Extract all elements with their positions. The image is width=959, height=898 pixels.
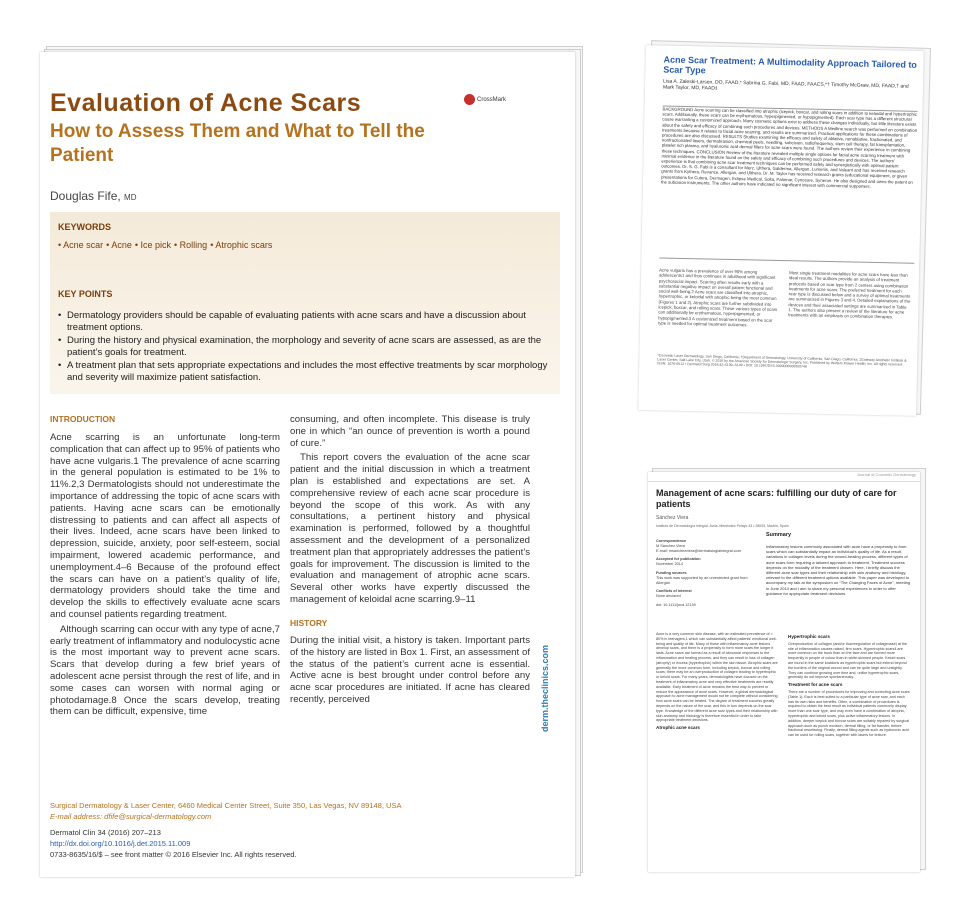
thumbnail-article-1[interactable] [638,45,924,416]
paragraph: Acne is a very common skin disease, with an estimated prevalence of > 80% in teenagers,1 which can substantially affect patients’ emotional well-being and quality of life. Many of those with inflammatory acne lesions develop scars, and there is a propensity to form more scars the longer it lasts. Acne scars are formed as a result of abnormal responses to the inflammation and healing process, and they can result in loss of collagen (atrophy) or excess (hypertrophic) within the skin tissue. Atrophic scars are generally the more common form, including icepick, boxcar and rolling scars; there may be an overproduction of collagen leading to hypertrophic or keloid scars. For many years, dermatologists have focused on the treatment of inflammatory acne and very effective treatments are readily available. Early treatment of acne remains the best way to prevent or reduce the appearance of acne scars. However, a global dermatological approach to acne management would not be complete without considering how acne scars can be treated. The degree of treatment success greatly depends on the nature of the scar, and this in turn depends on the scar type. Knowledge of the different acne scar types and their relationship with skin anatomy and histology is therefore essential in order to take appropriate treatment decisions. [656,632,778,723]
paragraph: This report covers the evaluation of the acne scar patient and the initial discussion in which a treatment plan is established and expectations are set. A comprehensive review of each acne scar procedure is beyond the scope of this work. As with any consultations, a pertinent history and physical examination is performed, followed by a thoughtful assessment and the development of a personalized treatment plan that appropriately addresses the patient’s goals for improvement. The discussion is limited to the evaluation and management of atrophic acne scars. Several other works have expertly discussed the management of keloidal acne scarring.9–11 [290,452,530,605]
author-name: Douglas Fife, [50,189,121,203]
article-footer [50,800,450,860]
meta-label: Accepted for publication [656,557,701,562]
key-point: • A treatment plan that sets appropriate expectations and includes the most effective treatments by scar morphology and severity will maximize patient satisfaction. [58,360,548,384]
article-metadata [656,535,756,608]
article-authors: Lisa A. Zaleski-Larsen, DO, FAAD,* Sabrina G. Fabi, MD, FAAD, FAACS,*† Timothy McGraw, MD, FAAD,† and Mark Taylor, MD, FAAD‡ [662,78,909,92]
section-heading: Atrophic acne scars [656,725,700,731]
crossmark-label: CrossMark [477,96,507,103]
copyright: 0733-8635/16/$ – see front matter © 2016 Elsevier Inc. All rights reserved. [50,850,297,859]
body-columns [657,267,917,328]
key-points-list [58,310,548,385]
paragraph: Acne scarring is an unfortunate long-term complication that can affect up to 95% of patients who have acne vulgaris.1 The prevalence of acne scarring in the general population is estimated to be 1% to 11%.2,3 Dermatologists should not underestimate the importance of addressing the topic of acne scars with patients. Having acne scars can be emotionally distressing to patients and can affect all aspects of their lives. Indeed, acne scars have been linked to depression, suicide, anxiety, poor self-esteem, social impairment, lowered academic performance, and unemployment.4–6 Because of the profound effect the scars can have on a patient’s quality of life, dermatology providers should take the time and develop the skills to effectively evaluate acne scars and counsel patients regarding treatment. [50,432,280,620]
introduction-heading: INTRODUCTION [50,414,116,424]
meta-value: None declared [656,594,681,599]
paragraph: During the initial visit, a history is taken. Important parts of the history are listed in Box 1. First, an assessment of the status of the patient’s current acne is essential. Active acne is best brought under control before any acne scar procedures are initiated. If acne has cleared recently, perceived [290,635,530,705]
thumbnail-article-2[interactable] [648,472,920,872]
crossmark-badge[interactable] [464,94,506,105]
paragraph: consuming, and often incomplete. This disease is truly one in which “an ounce of prevention is worth a pound of cure.” [290,414,530,449]
history-column [290,635,530,709]
meta-label: Correspondence [656,539,687,543]
citation: Dermatol Clin 34 (2016) 207–213 [50,828,161,837]
keyword: • Ice pick [134,240,172,250]
paragraph: Although scarring can occur with any type of acne,7 early treatment of inflammatory and nodulocystic acne is the most important way to prevent acne scars. Scars that develop during a few brief years of adolescent acne persist through the rest of life, and in some cases can worsen with normal aging or photodamage.8 Once the scars develop, treating them can be difficult, expensive, time [50,623,280,718]
meta-value: E-mail: msanchezviera@dermatologiaintegral.com [656,548,741,553]
meta-label: Conflicts of interest [656,589,692,594]
email-address[interactable]: E-mail address: dfife@surgical-dermatology.com [50,812,212,821]
crossmark-icon [464,94,475,105]
body-left: Acne vulgaris has a prevalence of over 90% among adolescents1 and thus continues in adulthood with significant psychosocial impact. Scarring often results early with a substantial negative impact on overall patient functional and social well-being.2 Acne scars are classified into atrophic, hypertrophic, or keloidal with atrophic being the most common (Figures 1 and 2). Atrophic scars are further subdivided into icepick, boxcar, and rolling scars. These various types of scars can additionally be erythematous, hyperpigmented, or hypopigmented.3 A customized treatment based on the scar type is needed for optimal treatment outcomes. [657,267,778,328]
affiliation: Instituto de Dermatología Integral, Avda. Menéndez Pelayo 43 • 28009, Madrid, Spain [656,524,789,528]
meta-label: Funding sources [656,570,687,575]
article-title: Acne Scar Treatment: A Multimodality Approach Tailored to Scar Type [663,54,917,76]
journal-header: Journal of Cosmetic Dermatology [648,472,920,482]
keyword: • Acne [106,240,132,250]
body-right [788,632,910,862]
column-left [50,432,280,721]
abstract: BACKGROUND Acne scarring can be classified into atrophic (icepick, boxcar, and rolling scars in addition to keloidal and hypertrophic scars. Additionally, these scars can be erythematous, hyperpigmented, or hypopigmented). Each scar type has a different structural cause warranting a customized approach. Many cosmetic options exist to address these changes individually, but little literature exists about the safety and efficacy of combining such procedures and devices. METHODS A Medline search was performed on combination treatments because it relates to facial acne scarring, and results are summarized. Practical applications for these combinations of procedures are also discussed. RESULTS Studies examining the efficacy and safety of ablative, nonablative, fractionated, and nonfractionated lasers, dermabrasion, chemical peels, needling, subcision, radiofrequency, stem cell therapy, fat transplantation, platelet rich plasma, and hyaluronic acid dermal fillers for acne scars were found. The authors review their experience in combining these techniques. CONCLUSION Review of the literature revealed multiple single options for facial acne scarring treatment with minimal evidence in the literature found on the safety and efficacy of combining such procedures and devices. The authors’ experience is that combining acne scar treatment techniques can be performed safely and synergistically with optimal patient outcomes. Dr. S. G. Fabi is a consultant for Merz, Ulthera, Galderma, Allergan, Lumenis, and Valeant and has received research grants from Kythera, Revance, Allergan, and Ulthera. Dr. M. Taylor has received research grants (educational equipment, or given presentations for Cutera, Dermagen, Eclipse Medical, Solta, Palomar, Cynosure, Syneron. He also designed and owns the patent on the subcision instruments. The other authors have indicated no significant interest with commercial supporters. [659,105,917,261]
journal-url[interactable]: derm.theclinics.com [540,644,550,732]
history-heading: HISTORY [290,618,328,628]
doi-link[interactable]: http://dx.doi.org/10.1016/j.det.2015.11.009 [50,839,191,848]
doi: doi: 10.1111/jocd.12139 [656,602,696,607]
article-author [50,189,137,203]
section-heading: Hypertrophic scars [788,634,830,639]
meta-value: This work was supported by an unrestricted grant from Allergan [656,575,748,585]
key-point: • Dermatology providers should be capable of evaluating patients with acne scars and have a discussion about treatment options. [58,310,548,334]
column-right [290,414,530,609]
affiliation: Surgical Dermatology & Laser Center, 6460 Medical Center Street, Suite 350, Las Vegas, NV 89148, USA [50,801,402,810]
keyword: • Rolling [174,240,208,250]
keywords-keypoints-box [50,212,560,394]
key-points-heading: KEY POINTS [58,289,113,299]
article-title: Management of acne scars: fulfilling our duty of care for patients [656,488,897,509]
author-degree: MD [124,193,137,202]
meta-value: M Sánchez Viera [656,543,685,548]
article-subtitle: How to Assess Them and What to Tell the Patient [50,121,425,166]
body-left [656,632,778,862]
keyword: • Atrophic scars [210,240,273,250]
section-heading: Treatment for acne scars [788,682,843,688]
body-right: Most single treatment modalities for acne scars have less than ideal results. The authors provide an analysis of treatment protocols based on scar type from 2 centers using combination treatments for acne scars. The preferred treatment for each scar type is discussed below and a survey of optimal treatments are summarized in Figures 3 and 4. Detailed explanations of the devices and their associated settings are summarized in Table 1. The authors also present a review of the literature for acne treatments with an emphasis on combination therapies. [788,270,911,320]
main-article-page [40,52,575,877]
key-point: • During the history and physical examination, the morphology and severity of acne scars are assessed, as are the patient’s goals for treatment. [58,335,548,359]
keywords-heading: KEYWORDS [58,222,112,232]
summary-text: Inflammatory lesions commonly associated with acne have a propensity to form scars which can substantially impact an individual’s quality of life. As a result, variations in collagen levels during the wound-healing process, different types of acne scars form requiring a tailored approach to treatment. Treatment success depends on the modality of the treatment chosen. Here, I briefly discuss the different acne scar types and their relationship with skin anatomy and histology, relevant to the different treatment options available. This paper was developed to accompany my talk at the symposium on “The Changing Faces of Acne”, meeting in June 2014 and I aim to share my personal experiences in order to offer guidance for appropriate treatment decisions. [766,544,911,596]
paragraph: Overproduction of collagen (and/or downregulation of collagenase) at the site of inflammation causes raised, firm scars. Hypertrophic scars4 are more common on the trunk than on the face and are formed more frequently in people of colour than in white-skinned people. Keloid scars are found in the same locations as hypertrophic scars but extend beyond the borders of the original wound and can be quite large and unsightly. They can continue growing over time and, unlike hypertrophic scars, generally do not improve spontaneously. [788,641,908,680]
article-title: Evaluation of Acne Scars [50,89,362,117]
footnote: *Cosmetic Laser Dermatology, San Diego, California; †Department of Dermatology, University of California, San Diego, California; ‡Gateway Aesthetic Institute & Laser Center, Salt Lake City, Utah. © 2016 by the American Society for Dermatologic Surgery, Inc. Published by Wolters Kluwer Health, Inc. All rights reserved. ISSN: 1076-0512 • Dermatol Surg 2016;42:S139–S149 • DOI: 10.1097/DSS.0000000000000746 [657,353,907,369]
keyword: • Acne scar [58,240,104,250]
summary-heading: Summary [766,532,792,538]
meta-value: November 2014 [656,562,684,567]
article-author: Sánchez Viera [656,515,689,521]
paragraph: There are a number of procedures for improving and correcting acne scars (Table 1). Each is best suited to a particular type of acne scar, and each has its own risks and benefits. Often, a combination of procedures is required to obtain the best result as individual patients commonly display more than one scar type, and may even have a combination of atrophic, hypertrophic and keloid scars, plus active inflammatory lesions. In addition, deeper icepick and boxcar scars are suitably repaired by surgical approach such as punch excision, dermal filling, or fat transfer, before fractional resurfacing. Finally, dermal filling agents such as hyaluronic acid can be used for rolling scars, together with lasers for texture. [788,689,910,738]
keywords-list [58,240,272,250]
